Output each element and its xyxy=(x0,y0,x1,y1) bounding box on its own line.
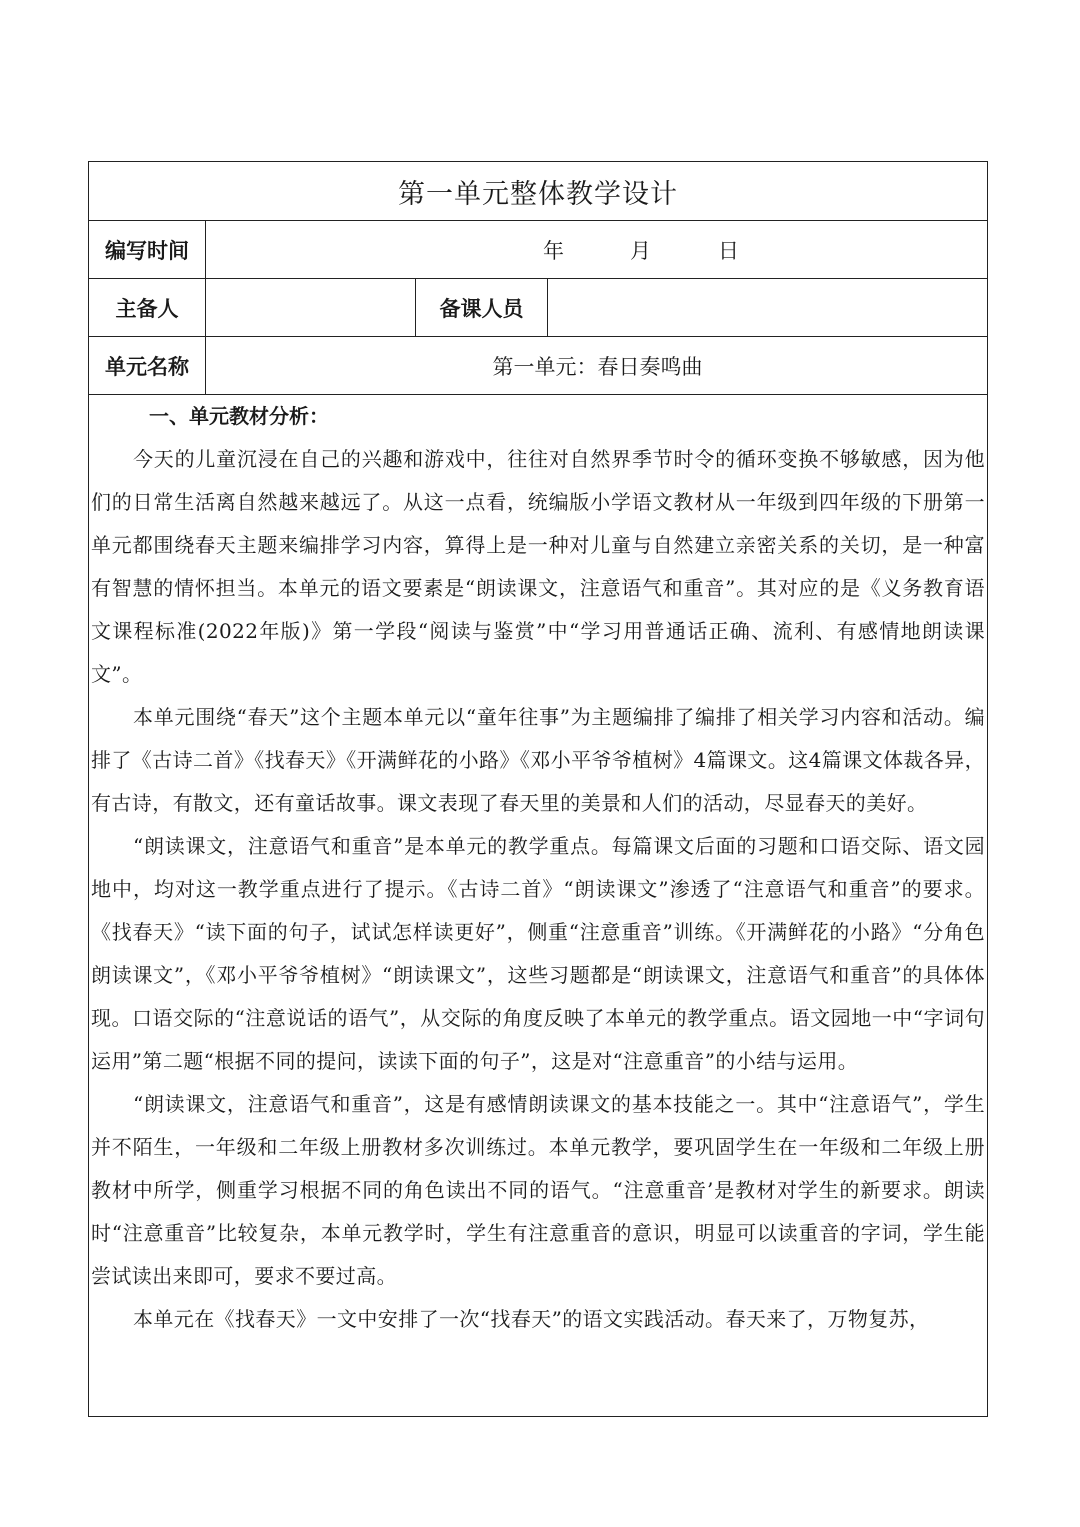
paragraph: “朗读课文，注意语气和重音”是本单元的教学重点。每篇课文后面的习题和口语交际、语文园地中，均对这一教学重点进行了提示。《古诗二首》“朗读课文”渗透了“注意语气和重音”的要求。《找春天》“读下面的句子，试试怎样读更好”，侧重“注意重音”训练。《开满鲜花的小路》“分角色朗读课文”，《邓小平爷爷植树》“朗读课文”，这些习题都是“朗读课文，注意语气和重音”的具体体现。口语交际的“注意说话的语气”，从交际的角度反映了本单元的教学重点。语文园地一中“字词句运用”第二题“根据不同的提问，读读下面的句子”，这是对“注意重音”的小结与运用。 xyxy=(91,834,985,1073)
page-title: 第一单元整体教学设计 xyxy=(398,178,678,210)
month-label: 月 xyxy=(630,238,651,263)
preparer-value xyxy=(206,279,416,336)
paragraph: 本单元围绕“春天”这个主题本单元以“童年往事”为主题编排了编排了相关学习内容和活动。编排了《古诗二首》《找春天》《开满鲜花的小路》《邓小平爷爷植树》4篇课文。这4篇课文体裁各异，有古诗，有散文，还有童话故事。课文表现了春天里的美景和人们的活动，尽显春天的美好。 xyxy=(91,705,985,815)
paragraph: 本单元在《找春天》一文中安排了一次“找春天”的语文实践活动。春天来了，万物复苏， xyxy=(133,1307,930,1331)
staff-value xyxy=(548,279,989,336)
unit-name-row xyxy=(89,337,987,395)
write-time-row xyxy=(89,221,987,279)
unit-name-label: 单元名称 xyxy=(89,337,206,394)
write-time-label: 编写时间 xyxy=(89,221,206,278)
preparer-label: 主备人 xyxy=(89,279,206,336)
paragraph: “朗读课文，注意语气和重音”，这是有感情朗读课文的基本技能之一。其中“注意语气”，学生并不陌生，一年级和二年级上册教材多次训练过。本单元教学，要巩固学生在一年级和二年级上册教材中所学，侧重学习根据不同的角色读出不同的语气。“注意重音’是教材对学生的新要求。朗读时“注意重音”比较复杂，本单元教学时，学生有注意重音的意识，明显可以读重音的字词，学生能尝试读出来即可，要求不要过高。 xyxy=(91,1092,985,1288)
lesson-plan-table xyxy=(88,161,988,1417)
year-label: 年 xyxy=(543,238,564,263)
preparer-row xyxy=(89,279,987,337)
day-label: 日 xyxy=(718,238,739,263)
title-row xyxy=(89,162,987,221)
section-heading: 一、单元教材分析： xyxy=(149,404,329,428)
paragraph: 今天的儿童沉浸在自己的兴趣和游戏中，往往对自然界季节时令的循环变换不够敏感，因为他们的日常生活离自然越来越远了。从这一点看，统编版小学语文教材从一年级到四年级的下册第一单元都围绕春天主题来编排学习内容，算得上是一种对儿童与自然建立亲密关系的关切，是一种富有智慧的情怀担当。本单元的语文要素是“朗读课文，注意语气和重音”。其对应的是《义务教育语文课程标准(2022年版)》第一学段“阅读与鉴赏”中“学习用普通话正确、流利、有感情地朗读课文”。 xyxy=(91,447,985,686)
staff-label: 备课人员 xyxy=(416,279,548,336)
unit-name-value: 第一单元：春日奏鸣曲 xyxy=(492,354,703,379)
analysis-section xyxy=(89,395,987,1341)
